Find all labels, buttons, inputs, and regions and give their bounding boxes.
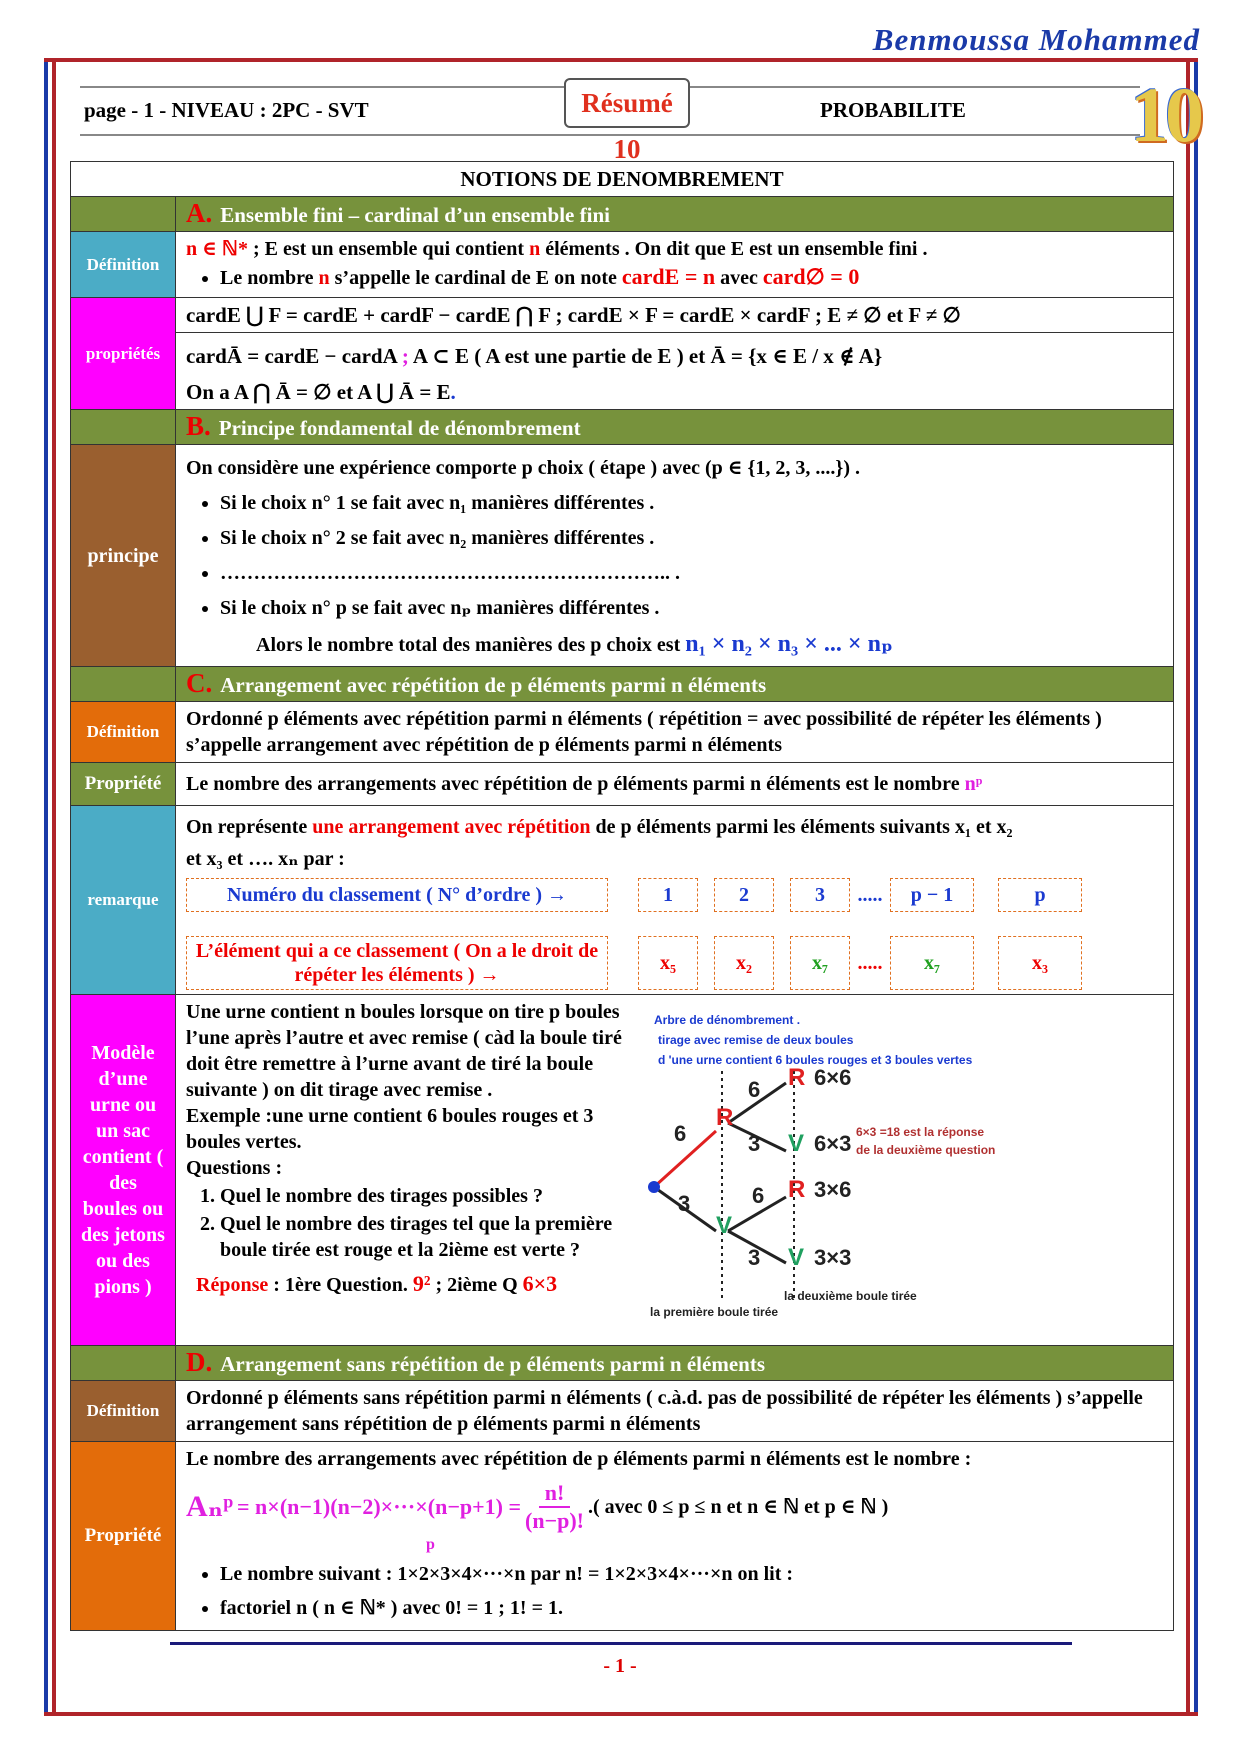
order-row	[186, 878, 1163, 912]
element-dots: .....	[857, 952, 883, 974]
tree-note-2: de la deuxième question	[856, 1143, 996, 1157]
tree-note-1: 6×3 =18 est la réponse	[856, 1125, 985, 1139]
principle-label: principe	[71, 445, 176, 667]
order-1: 1	[638, 878, 698, 912]
right-border-inner	[1186, 62, 1190, 1714]
definition-label: Définition	[71, 232, 176, 298]
top-rule	[44, 58, 1198, 62]
page-number: - 1 -	[603, 1655, 637, 1677]
chapter-number: 10	[1130, 71, 1200, 158]
property-d: Le nombre des arrangements avec répétition de p éléments parmi n éléments est le nombre : Aₙᵖ = n×(n−1)(n−2)×···×(n−p+1) = $\frac{n!}{(n-p)!}$ .( avec 0 ≤ p ≤ n et n ∈ ℕ et p ∈ ℕ ) p • Le nombre suivant : 1×2×3×4×···×n par n! = 1×2×3×4×···×n on lit : • factoriel n ( n ∈ ℕ* ) avec 0! = 1 ; 1! = 1.	[176, 1442, 1174, 1631]
section-c-header: C. Arrangement avec répétition de p éléments parmi n éléments	[176, 667, 1174, 702]
property-d-label: Propriété	[71, 1442, 176, 1631]
right-border	[1194, 62, 1198, 1714]
order-p-minus-1: p − 1	[890, 878, 974, 912]
section-b-header: B. Principe fondamental de dénombrement	[176, 410, 1174, 445]
page-title: NOTIONS DE DENOMBREMENT	[71, 162, 1174, 197]
definition-a: n ∈ ℕ* ; E est un ensemble qui contient n éléments . On dit que E est un ensemble fini . • Le nombre n s’appelle le cardinal de E on note cardE = n avec card∅ = 0	[176, 232, 1174, 298]
tree-subtitle: tirage avec remise de deux boules	[658, 1033, 854, 1047]
section-d-label-cell	[71, 1346, 176, 1381]
definition-d-label: Définition	[71, 1381, 176, 1442]
element-row	[186, 936, 1163, 990]
element-p-minus-1: x₇	[890, 936, 974, 990]
summary-table	[70, 161, 1174, 1631]
element-2: x₂	[714, 936, 774, 990]
remark-label: remarque	[71, 806, 176, 995]
element-1: x₅	[638, 936, 698, 990]
urn-model-label: Modèle d’une urne ou un sac contient ( des boules ou des jetons ou des pions )	[71, 995, 176, 1346]
left-border-inner	[52, 62, 56, 1714]
definition-d: Ordonné p éléments sans répétition parmi n éléments ( c.à.d. pas de possibilité de répéter les éléments ) s’appelle arrangement sans répétition de p éléments parmi n éléments	[176, 1381, 1174, 1442]
p-count-mark: p	[426, 1536, 435, 1553]
section-b-label-cell	[71, 410, 176, 445]
property-a-2: cardĀ = cardE − cardA ; A ⊂ E ( A est une partie de E ) et Ā = {x ∈ E / x ∉ A} On a A ⋂ Ā = ∅ et A ⋃ Ā = E.	[176, 333, 1174, 410]
principle-content: On considère une expérience comporte p choix ( étape ) avec (p ∈ {1, 2, 3, ....}) . • Si le choix n° 1 se fait avec n₁ manières différentes . • Si le choix n° 2 se fait avec n₂ manières différentes . • ………………………………………………………….. . • Si le choix n° p se fait avec nₚ manières différentes . Alors le nombre total des manières des p choix est n₁ × n₂ × n₃ × ... × nₚ	[176, 445, 1174, 667]
section-c-label-cell	[71, 667, 176, 702]
tree-result-rv: 6×3	[814, 1131, 852, 1156]
tree-result-rr: 6×6	[814, 1065, 852, 1090]
properties-label: propriétés	[71, 298, 176, 410]
section-a-label-cell	[71, 197, 176, 232]
chapter-title: PROBABILITE	[820, 98, 966, 122]
left-border	[44, 62, 48, 1714]
author-signature: Benmoussa Mohammed	[872, 22, 1200, 57]
tree-result-vr: 3×6	[814, 1177, 852, 1202]
element-p: x₃	[998, 936, 1082, 990]
tree-title: Arbre de dénombrement .	[654, 1013, 801, 1027]
bottom-rule	[44, 1712, 1198, 1716]
definition-c-label: Définition	[71, 702, 176, 763]
resume-badge: Résumé 10	[564, 78, 690, 128]
counting-tree: Arbre de dénombrement . tirage avec remise de deux boules d 'une urne contient 6 boules rouges et 3 boules vertes 6 3 R V 6 3 6 3 R V R V 6×6 6×3 3×6 3×3 6×3 =18 est la réponse de la deuxième question la deuxième boule tirée la première boule tirée	[644, 1001, 1102, 1345]
page-header	[80, 80, 1140, 164]
tree-second-draw: la deuxième boule tirée	[784, 1289, 917, 1303]
order-number-box: Numéro du classement ( N° d’ordre ) →	[186, 878, 608, 912]
element-3: x₇	[790, 936, 850, 990]
property-a-1: cardE ⋃ F = cardE + cardF − cardE ⋂ F ; cardE × F = cardE × cardF ; E ≠ ∅ et F ≠ ∅	[176, 298, 1174, 333]
property-c: Le nombre des arrangements avec répétition de p éléments parmi n éléments est le nombre nᵖ	[176, 763, 1174, 806]
order-3: 3	[790, 878, 850, 912]
tree-first-draw: la première boule tirée	[650, 1305, 779, 1319]
page-level: page - 1 - NIVEAU : 2PC - SVT	[84, 98, 369, 122]
element-box: L’élément qui a ce classement ( On a le droit de répéter les éléments ) →	[186, 936, 608, 990]
property-c-label: Propriété	[71, 763, 176, 806]
tree-result-vv: 3×3	[814, 1245, 852, 1270]
order-dots: .....	[857, 884, 883, 906]
urn-model-content: Une urne contient n boules lorsque on tire p boules l’une après l’autre et avec remise ( càd la boule tiré doit être remettre à l’urne avant de tiré la boule suivante ) on dit tirage avec remise . Exemple :une urne contient 6 boules rouges et 3 boules vertes. Questions : 1. Quel le nombre des tirages possibles ? 2. Quel le nombre des tirages tel que la première boule tirée est rouge et la 2ième est verte ? Réponse : 1ère Question. 9² ; 2ième Q 6×3 Arbre de dénombrement . tirage avec remise de deux boules d 'une urne contient 6 boules rouges et 3 boules vertes 6 3 R V 6 3 6 3 R V R V 6×6 6×3 3×6 3×3 6×3 =18 est la réponse de la deuxième question la deuxième boule tirée la première boule tirée	[176, 995, 1174, 1346]
definition-c: Ordonné p éléments avec répétition parmi n éléments ( répétition = avec possibilité de répéter les éléments ) s’appelle arrangement avec répétition de p éléments parmi n éléments	[176, 702, 1174, 763]
order-2: 2	[714, 878, 774, 912]
tree-description: d 'une urne contient 6 boules rouges et 3 boules vertes	[658, 1053, 973, 1067]
footer-rule	[170, 1642, 1072, 1645]
remark-content: On représente une arrangement avec répétition de p éléments parmi les éléments suivants x₁ et x₂ et x₃ et …. xₙ par : Numéro du classement ( N° d’ordre ) → 1 2 3 ..... p − 1 p L’élément qui a ce classement ( On a le droit de répéter les éléments ) → x₅ x₂ x₇ ..... x₇ x₃	[176, 806, 1174, 995]
order-p: p	[998, 878, 1082, 912]
section-a-header: A. Ensemble fini – cardinal d’un ensemble fini	[176, 197, 1174, 232]
section-d-header: D. Arrangement sans répétition de p éléments parmi n éléments	[176, 1346, 1174, 1381]
header-line-bottom	[80, 134, 1140, 136]
